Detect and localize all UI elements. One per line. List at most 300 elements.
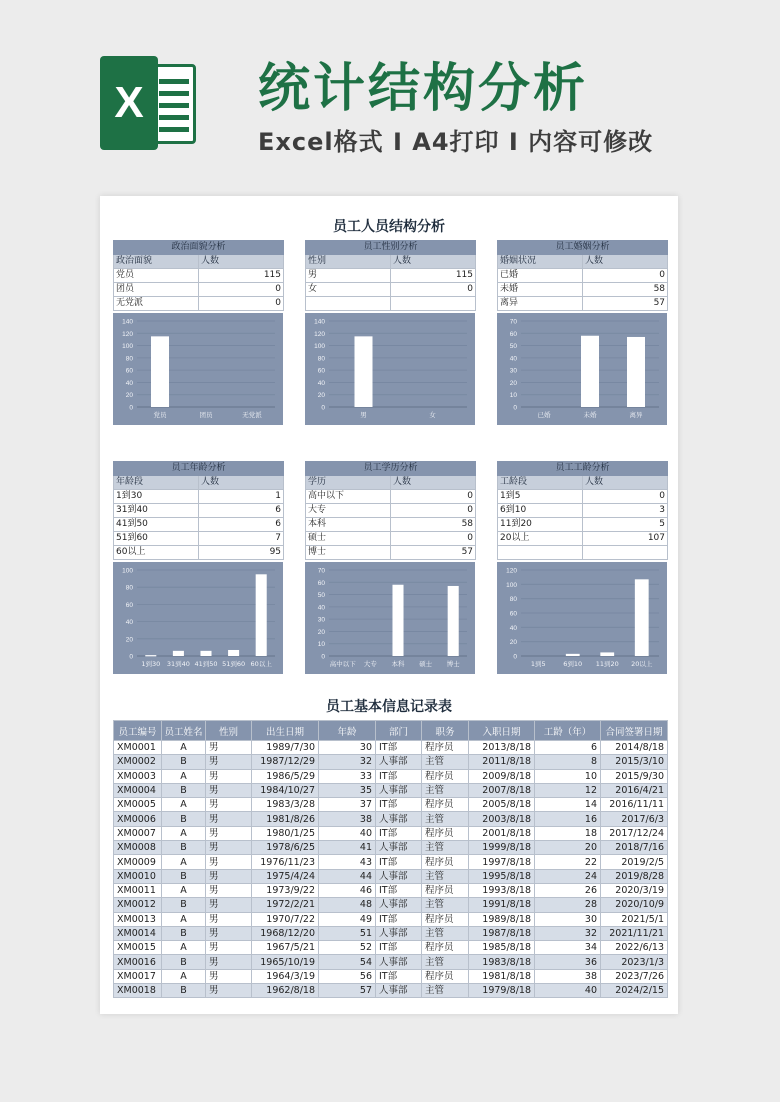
table-cell: 1986/5/29 [252,769,319,783]
table-row [114,826,668,840]
table-cell: 主管 [422,984,469,998]
table-cell: XM0011 [114,883,162,897]
table-cell: 女 [306,283,391,297]
table-cell: A [162,826,206,840]
column-header: 合同签署日期 [601,721,668,741]
table-cell: IT部 [376,741,422,755]
y-tick-label: 50 [509,343,517,351]
y-tick-label: 0 [321,653,325,661]
sheet [100,196,678,1014]
age-table [113,461,284,560]
y-tick-label: 140 [122,318,133,326]
bar [448,586,459,656]
table-cell: IT部 [376,941,422,955]
table-row [114,926,668,940]
table-cell: 男 [206,869,252,883]
y-tick-label: 100 [506,581,517,589]
table-cell: 1983/3/28 [252,798,319,812]
table-cell: 男 [206,741,252,755]
table-cell: 1976/11/23 [252,855,319,869]
records-header-row [114,721,668,741]
table-cell: 主管 [422,926,469,940]
table-cell: 56 [319,969,376,983]
table-header: 人数 [199,255,284,269]
table-cell: 30 [319,741,376,755]
table-cell: 2007/8/18 [469,783,535,797]
table-cell: XM0016 [114,955,162,969]
y-tick-label: 80 [125,584,133,592]
bar-chart-svg [305,313,475,425]
table-cell: 115 [391,269,476,283]
column-header: 出生日期 [252,721,319,741]
table-cell: XM0005 [114,798,162,812]
table-cell: 1975/4/24 [252,869,319,883]
table-cell: 程序员 [422,941,469,955]
table-cell: 41 [319,841,376,855]
table-cell: 40 [319,826,376,840]
table-cell: 1987/8/18 [469,926,535,940]
x-tick-label: 离异 [629,411,643,419]
y-tick-label: 20 [125,392,133,400]
bar [256,574,267,656]
table-cell: 2020/10/9 [601,898,668,912]
y-tick-label: 120 [122,330,133,338]
table-cell: 44 [319,869,376,883]
table-cell: 未婚 [498,283,583,297]
table-cell: XM0008 [114,841,162,855]
table-cell: 1991/8/18 [469,898,535,912]
table-row [114,741,668,755]
table-cell: 38 [535,969,601,983]
table-cell: XM0014 [114,926,162,940]
table-header: 年龄段 [114,476,199,490]
table-cell: 1995/8/18 [469,869,535,883]
table-cell: A [162,741,206,755]
table-header: 人数 [391,476,476,490]
table-cell: B [162,841,206,855]
table-cell: 0 [583,269,668,283]
column-header: 工龄（年） [535,721,601,741]
x-tick-label: 大专 [363,660,377,668]
y-tick-label: 60 [317,579,325,587]
table-cell: IT部 [376,883,422,897]
y-tick-label: 20 [509,379,517,387]
table-cell: IT部 [376,855,422,869]
table-cell: XM0002 [114,755,162,769]
records-table [113,720,668,998]
table-cell: 2013/8/18 [469,741,535,755]
table-cell: 1997/8/18 [469,855,535,869]
table-header: 婚姻状况 [498,255,583,269]
y-tick-label: 100 [122,567,133,575]
table-cell: 人事部 [376,783,422,797]
table-cell: 人事部 [376,869,422,883]
table-cell: 男 [206,926,252,940]
table-cell: 95 [199,546,284,560]
table-cell: 1968/12/20 [252,926,319,940]
table-cell: 0 [391,504,476,518]
seniority-table [497,461,668,560]
table-cell: 12 [535,783,601,797]
table-cell: 2019/2/5 [601,855,668,869]
x-tick-label: 20以上 [631,660,653,668]
table-row [114,912,668,926]
table-cell: 2015/3/10 [601,755,668,769]
x-tick-label: 51到60 [222,660,246,668]
y-tick-label: 40 [125,619,133,627]
table-cell: 1981/8/26 [252,812,319,826]
marital-chart [497,313,667,425]
column-header: 职务 [422,721,469,741]
table-cell: 0 [583,490,668,504]
table-cell: B [162,869,206,883]
table-cell: 已婚 [498,269,583,283]
table-cell: 2009/8/18 [469,769,535,783]
marital-table [497,240,668,311]
y-tick-label: 80 [125,355,133,363]
table-header: 人数 [583,255,668,269]
table-cell: 1到5 [498,490,583,504]
table-cell: 6 [535,741,601,755]
table-cell: 7 [199,532,284,546]
column-header: 员工姓名 [162,721,206,741]
table-cell: 1985/8/18 [469,941,535,955]
table-cell: 10 [535,769,601,783]
political-table [113,240,284,311]
x-tick-label: 1到30 [141,660,161,668]
table-cell: 无党派 [114,297,199,311]
table-cell: XM0004 [114,783,162,797]
table-cell: 2011/8/18 [469,755,535,769]
table-cell: 0 [391,283,476,297]
table-cell: 51 [319,926,376,940]
table-cell: IT部 [376,969,422,983]
table-cell: 1965/10/19 [252,955,319,969]
y-tick-label: 40 [125,379,133,387]
table-cell [583,546,668,560]
y-tick-label: 40 [509,355,517,363]
table-cell: 2016/4/21 [601,783,668,797]
x-tick-label: 60以上 [250,660,272,668]
excel-logo-letter: X [100,56,158,150]
table-cell: 程序员 [422,826,469,840]
table-header: 人数 [583,476,668,490]
table-cell: 32 [535,926,601,940]
table-cell: 115 [199,269,284,283]
y-tick-label: 60 [125,367,133,375]
table-cell: 46 [319,883,376,897]
y-tick-label: 0 [513,404,517,412]
table-cell: 1989/7/30 [252,741,319,755]
table-cell: 1979/8/18 [469,984,535,998]
table-cell: 主管 [422,869,469,883]
y-tick-label: 20 [125,636,133,644]
table-cell: 2020/3/19 [601,883,668,897]
bar [392,585,403,656]
table-cell: B [162,955,206,969]
x-tick-label: 党员 [153,411,167,419]
panel-gender [305,240,475,311]
table-cell: 1到30 [114,490,199,504]
x-tick-label: 41到50 [194,660,218,668]
y-tick-label: 40 [317,604,325,612]
table-cell: 男 [206,955,252,969]
records-section-title: 员工基本信息记录表 [326,699,452,715]
x-tick-label: 硕士 [419,660,433,668]
panel-seniority [497,461,667,560]
table-row [114,798,668,812]
table-cell: A [162,969,206,983]
y-tick-label: 60 [125,601,133,609]
table-row [114,969,668,983]
table-caption: 员工学历分析 [306,462,476,476]
y-tick-label: 120 [314,330,325,338]
table-cell: 3 [583,504,668,518]
table-cell: 2024/2/15 [601,984,668,998]
x-tick-label: 博士 [446,660,460,668]
bar [566,654,580,656]
table-cell: 博士 [306,546,391,560]
table-cell: B [162,984,206,998]
table-cell: 26 [535,883,601,897]
bar-chart-svg [497,562,667,674]
table-cell: 程序员 [422,741,469,755]
table-cell: 2005/8/18 [469,798,535,812]
table-cell: 1972/2/21 [252,898,319,912]
bar [200,651,211,656]
table-cell: 男 [206,826,252,840]
table-header: 学历 [306,476,391,490]
table-cell: 程序员 [422,883,469,897]
table-cell: 43 [319,855,376,869]
y-tick-label: 50 [317,592,325,600]
page-subtitle: Excel格式 I A4打印 I 内容可修改 [258,128,654,156]
y-tick-label: 60 [509,330,517,338]
y-tick-label: 60 [509,610,517,618]
table-cell: 离异 [498,297,583,311]
table-cell: 程序员 [422,769,469,783]
seniority-chart [497,562,667,674]
table-cell: B [162,783,206,797]
table-cell: 2017/12/24 [601,826,668,840]
table-cell: 男 [206,941,252,955]
table-cell: A [162,912,206,926]
table-cell: 0 [391,490,476,504]
bar-chart-svg [113,313,283,425]
table-header: 人数 [199,476,284,490]
table-cell: 1983/8/18 [469,955,535,969]
table-cell: 28 [535,898,601,912]
table-cell: 2022/6/13 [601,941,668,955]
table-cell: 1 [199,490,284,504]
table-cell: 6 [199,518,284,532]
table-cell: 2018/7/16 [601,841,668,855]
age-chart [113,562,283,674]
y-tick-label: 0 [129,404,133,412]
y-tick-label: 0 [129,653,133,661]
page-title: 统计结构分析 [258,59,589,119]
y-tick-label: 60 [317,367,325,375]
table-cell: 6 [199,504,284,518]
table-cell: 52 [319,941,376,955]
table-cell: 1962/8/18 [252,984,319,998]
table-cell: 107 [583,532,668,546]
x-tick-label: 1到5 [530,660,546,668]
table-cell: 6到10 [498,504,583,518]
table-row [114,769,668,783]
table-cell: 主管 [422,812,469,826]
table-cell: 58 [391,518,476,532]
table-cell: 2017/6/3 [601,812,668,826]
table-cell: 0 [199,297,284,311]
y-tick-label: 70 [509,318,517,326]
table-cell: IT部 [376,826,422,840]
table-row [114,984,668,998]
table-cell: 8 [535,755,601,769]
table-cell: 2021/11/21 [601,926,668,940]
table-cell: 30 [535,912,601,926]
table-cell: 1973/9/22 [252,883,319,897]
y-tick-label: 20 [317,392,325,400]
table-cell: 48 [319,898,376,912]
table-row [114,898,668,912]
table-cell: B [162,926,206,940]
table-cell: 57 [391,546,476,560]
table-cell: 男 [206,969,252,983]
table-cell: XM0013 [114,912,162,926]
table-cell: 38 [319,812,376,826]
y-tick-label: 0 [321,404,325,412]
table-cell [391,297,476,311]
table-row [114,812,668,826]
bar [600,652,614,656]
table-cell: 主管 [422,898,469,912]
column-header: 入职日期 [469,721,535,741]
table-cell: XM0009 [114,855,162,869]
table-cell: 1989/8/18 [469,912,535,926]
table-cell: 人事部 [376,755,422,769]
education-chart [305,562,475,674]
education-table [305,461,476,560]
table-cell: 男 [206,798,252,812]
table-row [114,941,668,955]
table-cell: 2014/8/18 [601,741,668,755]
x-tick-label: 团员 [199,411,213,419]
table-caption: 政治面貌分析 [114,241,284,255]
table-cell: 男 [206,812,252,826]
y-tick-label: 120 [506,567,517,575]
table-cell: 人事部 [376,841,422,855]
bar-chart-svg [113,562,283,674]
panel-marital [497,240,667,311]
table-cell: 2015/9/30 [601,769,668,783]
table-cell: IT部 [376,798,422,812]
table-cell [498,546,583,560]
table-cell: 2016/11/11 [601,798,668,812]
x-tick-label: 女 [429,411,436,419]
table-cell: XM0012 [114,898,162,912]
x-tick-label: 男 [360,411,367,419]
y-tick-label: 30 [509,367,517,375]
table-cell: 11到20 [498,518,583,532]
table-cell: 5 [583,518,668,532]
table-cell: 男 [206,898,252,912]
table-cell: A [162,855,206,869]
table-cell: 高中以下 [306,490,391,504]
table-cell: 2021/5/1 [601,912,668,926]
panel-political [113,240,283,311]
bar-chart-svg [497,313,667,425]
table-cell: 41到50 [114,518,199,532]
table-cell: 1993/8/18 [469,883,535,897]
table-cell: 程序员 [422,798,469,812]
table-cell: 24 [535,869,601,883]
table-cell: 人事部 [376,898,422,912]
table-cell: 本科 [306,518,391,532]
table-cell: 0 [199,283,284,297]
table-cell: XM0017 [114,969,162,983]
table-cell: 主管 [422,841,469,855]
column-header: 年龄 [319,721,376,741]
table-cell: 51到60 [114,532,199,546]
table-cell: 男 [206,855,252,869]
y-tick-label: 40 [509,624,517,632]
table-cell: 男 [206,769,252,783]
panel-age [113,461,283,560]
table-cell: 男 [306,269,391,283]
table-cell: 男 [206,783,252,797]
y-tick-label: 40 [317,379,325,387]
table-cell: 男 [206,841,252,855]
table-row [114,755,668,769]
bar [627,337,645,407]
table-cell: 主管 [422,755,469,769]
table-header: 政治面貌 [114,255,199,269]
table-cell: 程序员 [422,969,469,983]
table-cell: XM0018 [114,984,162,998]
table-cell: 2023/7/26 [601,969,668,983]
table-cell: 人事部 [376,955,422,969]
table-cell: 32 [319,755,376,769]
table-cell: 2003/8/18 [469,812,535,826]
table-cell: A [162,883,206,897]
table-cell: 男 [206,755,252,769]
table-header: 工龄段 [498,476,583,490]
gender-table [305,240,476,311]
table-cell [306,297,391,311]
table-cell: 22 [535,855,601,869]
table-caption: 员工婚姻分析 [498,241,668,255]
table-cell: 党员 [114,269,199,283]
table-cell: 男 [206,984,252,998]
table-cell: IT部 [376,769,422,783]
table-cell: 大专 [306,504,391,518]
table-cell: 36 [535,955,601,969]
bar [355,336,373,407]
table-caption: 员工年龄分析 [114,462,284,476]
y-tick-label: 140 [314,318,325,326]
y-tick-label: 100 [122,343,133,351]
table-cell: XM0010 [114,869,162,883]
gender-chart [305,313,475,425]
table-cell: A [162,941,206,955]
table-cell: 37 [319,798,376,812]
table-row [114,855,668,869]
table-cell: B [162,812,206,826]
x-tick-label: 本科 [391,660,405,668]
table-row [114,841,668,855]
table-cell: 2001/8/18 [469,826,535,840]
